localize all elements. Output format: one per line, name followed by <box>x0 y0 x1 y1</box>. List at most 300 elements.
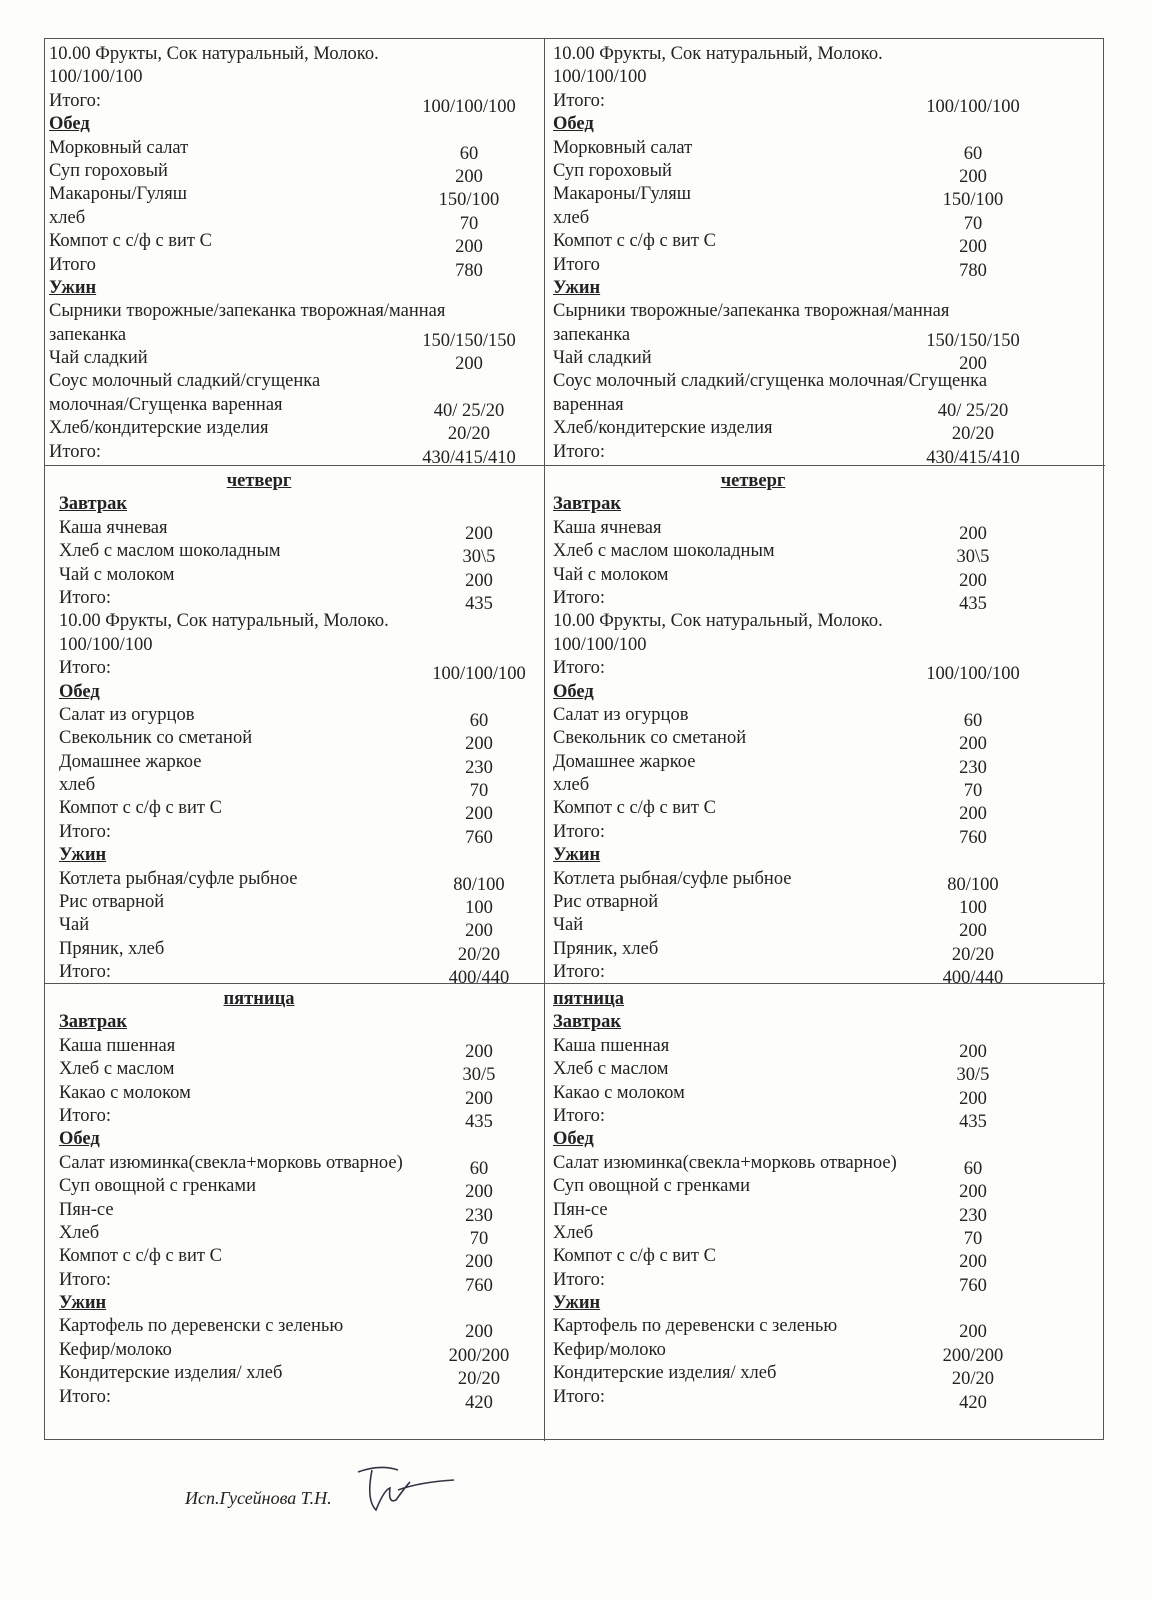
menu-line <box>553 1269 1105 1296</box>
menu-line <box>49 417 544 445</box>
portion-value: 230 <box>465 1205 493 1226</box>
menu-line <box>553 230 1105 258</box>
line-label: Завтрак <box>553 494 622 515</box>
line-label: Итого: <box>553 962 605 983</box>
menu-line <box>553 137 1105 164</box>
menu-line <box>59 727 544 755</box>
menu-line <box>553 540 1105 568</box>
portion-value: 760 <box>465 827 493 848</box>
meal-heading <box>553 277 1105 300</box>
portion-value: 30\5 <box>956 547 990 568</box>
line-label: Итого <box>49 254 96 275</box>
menu-line <box>553 43 1105 66</box>
portion-value: 20/20 <box>951 1369 995 1390</box>
portion-value: 200/200 <box>942 1345 1004 1366</box>
portion-value: 60 <box>963 143 983 164</box>
menu-line <box>553 517 1105 544</box>
menu-line <box>59 1362 544 1390</box>
line-label: Компот с с/ф с вит С <box>553 1246 716 1267</box>
portion-value: 200 <box>959 734 987 755</box>
line-label: четверг <box>720 471 786 491</box>
line-label: Чай <box>59 915 90 936</box>
menu-line <box>59 564 544 591</box>
line-label: Суп овощной с гренками <box>59 1176 256 1197</box>
menu-line <box>553 587 1105 614</box>
menu-line <box>49 347 544 375</box>
portion-value: 200 <box>959 1252 987 1273</box>
meal-heading <box>59 681 544 704</box>
portion-value: 200 <box>455 237 483 258</box>
handwritten-signature-icon <box>350 1460 460 1520</box>
menu-line <box>59 1245 544 1273</box>
line-label: Итого: <box>553 1105 605 1126</box>
portion-value: 400/440 <box>942 968 1004 989</box>
portion-value: 200 <box>465 1088 493 1109</box>
line-label: Сырники творожные/запеканка творожная/манная <box>553 301 950 322</box>
portion-value: 40/ 25/20 <box>937 400 1009 421</box>
line-label: Рис отварной <box>553 892 659 913</box>
line-label: Чай сладкий <box>553 348 652 369</box>
line-label: Хлеб с маслом шоколадным <box>553 541 775 562</box>
menu-line <box>59 1082 544 1109</box>
menu-line <box>59 1058 544 1086</box>
menu-line <box>59 1199 544 1226</box>
line-label: Салат изюминка(свекла+морковь отварное) <box>553 1152 897 1173</box>
portion-value: 20/20 <box>951 424 995 445</box>
line-label: Картофель по деревенски с зеленью <box>553 1316 838 1337</box>
menu-line <box>59 938 544 965</box>
line-label: Кондитерские изделия/ хлеб <box>553 1363 777 1384</box>
portion-value: 70 <box>963 1228 983 1249</box>
meal-heading <box>553 113 1105 136</box>
line-label: Обед <box>553 1129 594 1150</box>
portion-value: 200 <box>465 523 493 544</box>
line-label: Ужин <box>49 277 97 298</box>
line-label: Компот с с/ф с вит С <box>553 798 716 819</box>
line-label: Завтрак <box>59 494 128 515</box>
menu-line <box>553 66 1105 89</box>
portion-value: 20/20 <box>951 944 995 965</box>
menu-line <box>59 657 544 685</box>
portion-value: 70 <box>469 781 489 802</box>
meal-heading <box>553 493 1105 516</box>
line-label: Итого: <box>49 90 101 111</box>
menu-line <box>553 657 1105 685</box>
menu-line <box>553 417 1105 445</box>
menu-line <box>553 1175 1105 1203</box>
line-label: хлеб <box>49 207 86 228</box>
line-label: Итого: <box>553 90 605 111</box>
menu-line <box>59 1222 544 1249</box>
line-label: Кефир/молоко <box>553 1339 666 1360</box>
portion-value: 760 <box>465 1275 493 1296</box>
menu-line <box>553 160 1105 187</box>
day-title <box>59 988 459 1011</box>
menu-line <box>59 1152 544 1179</box>
menu-line <box>59 821 544 848</box>
menu-line <box>553 394 1105 421</box>
line-label: 10.00 Фрукты, Сок натуральный, Молоко. <box>49 44 379 64</box>
menu-cell <box>45 984 545 1441</box>
line-label: варенная <box>553 394 624 415</box>
portion-value: 435 <box>465 1111 493 1132</box>
portion-value: 230 <box>959 1205 987 1226</box>
line-label: Домашнее жаркое <box>553 751 696 772</box>
line-label: Пряник, хлеб <box>553 938 659 959</box>
line-label: Котлета рыбная/суфле рыбное <box>59 868 298 889</box>
line-label: 10.00 Фрукты, Сок натуральный, Молоко. <box>553 44 883 64</box>
portion-value: 200 <box>465 1182 493 1203</box>
menu-line <box>553 774 1105 802</box>
menu-line <box>553 821 1105 848</box>
menu-line <box>59 797 544 825</box>
portion-value: 200/200 <box>448 1345 510 1366</box>
portion-value: 200 <box>465 1041 493 1062</box>
portion-value: 200 <box>959 523 987 544</box>
menu-line <box>553 610 1105 633</box>
line-label: Каша ячневая <box>59 517 168 538</box>
line-label: Компот с с/ф с вит С <box>553 231 716 252</box>
portion-value: 70 <box>459 213 479 234</box>
portion-value: 20/20 <box>447 424 491 445</box>
meal-heading <box>59 844 544 867</box>
portion-value: 780 <box>455 260 483 281</box>
menu-cell <box>45 466 545 989</box>
menu-line <box>49 370 544 393</box>
meal-heading <box>553 1011 1105 1034</box>
menu-line <box>59 774 544 802</box>
menu-line <box>59 891 544 919</box>
line-label: Макароны/Гуляш <box>553 184 691 205</box>
menu-line <box>553 1199 1105 1226</box>
portion-value: 200 <box>959 804 987 825</box>
line-label: Итого: <box>59 962 111 983</box>
portion-value: 100/100/100 <box>926 96 1020 117</box>
line-label: Хлеб/кондитерские изделия <box>49 418 269 439</box>
menu-line <box>59 868 544 895</box>
meal-heading <box>59 1128 544 1151</box>
menu-line <box>59 517 544 544</box>
line-label: 10.00 Фрукты, Сок натуральный, Молоко. <box>59 611 389 632</box>
menu-line <box>553 300 1105 323</box>
portion-value: 200 <box>959 166 987 187</box>
menu-line <box>553 1058 1105 1086</box>
portion-value: 70 <box>963 781 983 802</box>
portion-value: 200 <box>465 734 493 755</box>
portion-value: 200 <box>455 354 483 375</box>
portion-value: 430/415/410 <box>422 447 516 468</box>
line-label: 100/100/100 <box>59 634 153 655</box>
menu-line <box>553 254 1105 281</box>
line-label: Итого: <box>59 1269 111 1290</box>
portion-value: 435 <box>465 593 493 614</box>
menu-line <box>49 300 544 323</box>
line-label: Чай с молоком <box>553 564 669 585</box>
menu-line <box>49 160 544 187</box>
line-label: Ужин <box>553 845 601 866</box>
portion-value: 780 <box>959 260 987 281</box>
menu-line <box>59 1269 544 1296</box>
portion-value: 100 <box>959 898 987 919</box>
menu-line <box>553 370 1105 393</box>
line-label: Компот с с/ф с вит С <box>59 1246 222 1267</box>
line-label: Чай с молоком <box>59 564 175 585</box>
portion-value: 200 <box>465 570 493 591</box>
menu-line <box>49 90 544 117</box>
portion-value: 80/100 <box>453 874 505 895</box>
portion-value: 200 <box>465 921 493 942</box>
menu-line <box>59 751 544 778</box>
line-label: Ужин <box>59 1293 107 1314</box>
portion-value: 100/100/100 <box>422 96 516 117</box>
portion-value: 200 <box>959 1041 987 1062</box>
line-label: Итого <box>553 254 600 275</box>
line-label: Каша ячневая <box>553 517 662 538</box>
line-label: Итого: <box>59 658 111 679</box>
line-label: молочная/Сгущенка варенная <box>49 394 283 415</box>
portion-value: 100/100/100 <box>432 664 526 685</box>
menu-line <box>553 90 1105 117</box>
line-label: Салат изюминка(свекла+морковь отварное) <box>59 1152 403 1173</box>
menu-line <box>59 587 544 614</box>
menu-line <box>49 137 544 164</box>
menu-line <box>553 1035 1105 1062</box>
line-label: Хлеб с маслом <box>59 1059 175 1080</box>
line-label: Суп гороховый <box>553 160 672 181</box>
portion-value: 435 <box>959 593 987 614</box>
meal-heading <box>59 1011 544 1034</box>
meal-heading <box>49 113 544 136</box>
menu-line <box>553 634 1105 657</box>
portion-value: 80/100 <box>947 874 999 895</box>
line-label: Ужин <box>553 1293 601 1314</box>
portion-value: 230 <box>959 757 987 778</box>
meal-heading <box>59 1292 544 1315</box>
menu-line <box>553 704 1105 731</box>
menu-line <box>553 751 1105 778</box>
menu-line <box>59 1339 544 1366</box>
line-label: Обед <box>553 114 594 135</box>
line-label: Итого: <box>553 587 605 608</box>
menu-line <box>553 914 1105 942</box>
portion-value: 200 <box>959 921 987 942</box>
portion-value: 100 <box>465 898 493 919</box>
line-label: пятница <box>223 989 295 1009</box>
line-label: Суп овощной с гренками <box>553 1176 750 1197</box>
line-label: Кефир/молоко <box>59 1339 172 1360</box>
line-label: Компот с с/ф с вит С <box>49 231 212 252</box>
menu-line <box>553 564 1105 591</box>
portion-value: 60 <box>459 143 479 164</box>
line-label: Итого: <box>59 587 111 608</box>
menu-line <box>59 914 544 942</box>
line-label: Пян-се <box>553 1199 608 1220</box>
menu-line <box>553 1315 1105 1343</box>
portion-value: 150/150/150 <box>926 330 1020 351</box>
line-label: хлеб <box>553 207 590 228</box>
line-label: хлеб <box>553 775 590 796</box>
menu-line <box>59 610 544 633</box>
menu-line <box>49 441 544 468</box>
menu-line <box>49 254 544 281</box>
menu-line <box>553 1082 1105 1109</box>
menu-line <box>553 1386 1105 1413</box>
portion-value: 230 <box>465 757 493 778</box>
meal-heading <box>553 844 1105 867</box>
line-label: Сырники творожные/запеканка творожная/манная <box>49 301 446 322</box>
line-label: пятница <box>553 989 624 1009</box>
meal-heading <box>553 681 1105 704</box>
menu-line <box>553 797 1105 825</box>
portion-value: 60 <box>469 1158 489 1179</box>
portion-value: 60 <box>469 710 489 731</box>
line-label: Морковный салат <box>49 137 189 158</box>
line-label: Ужин <box>553 277 601 298</box>
line-label: Салат из огурцов <box>59 704 195 725</box>
portion-value: 760 <box>959 827 987 848</box>
line-label: Картофель по деревенски с зеленью <box>59 1316 344 1337</box>
line-label: Суп гороховый <box>49 160 168 181</box>
line-label: 100/100/100 <box>49 67 143 88</box>
line-label: запеканка <box>553 324 631 345</box>
line-label: Завтрак <box>553 1012 622 1033</box>
line-label: 100/100/100 <box>553 634 647 655</box>
line-label: Итого: <box>59 1105 111 1126</box>
line-label: Компот с с/ф с вит С <box>59 798 222 819</box>
portion-value: 60 <box>963 710 983 731</box>
menu-line <box>59 1035 544 1062</box>
menu-line <box>553 183 1105 211</box>
menu-line <box>553 868 1105 895</box>
portion-value: 435 <box>959 1111 987 1132</box>
line-label: Свекольник со сметаной <box>553 728 747 749</box>
line-label: Обед <box>553 681 594 702</box>
menu-line <box>59 540 544 568</box>
line-label: Свекольник со сметаной <box>59 728 253 749</box>
portion-value: 20/20 <box>457 1369 501 1390</box>
portion-value: 200 <box>959 570 987 591</box>
line-label: Соус молочный сладкий/сгущенка <box>49 371 321 392</box>
line-label: Обед <box>49 114 90 135</box>
line-label: Итого: <box>49 441 101 462</box>
portion-value: 200 <box>959 354 987 375</box>
line-label: Итого: <box>553 1386 605 1407</box>
menu-line <box>553 938 1105 965</box>
portion-value: 60 <box>963 1158 983 1179</box>
line-label: Хлеб с маслом шоколадным <box>59 541 281 562</box>
portion-value: 20/20 <box>457 944 501 965</box>
menu-line <box>553 1105 1105 1132</box>
day-title <box>59 470 459 493</box>
line-label: Кондитерские изделия/ хлеб <box>59 1363 283 1384</box>
line-label: Пян-се <box>59 1199 114 1220</box>
menu-cell <box>545 984 1105 1441</box>
portion-value: 100/100/100 <box>926 664 1020 685</box>
line-label: Какао с молоком <box>553 1082 685 1103</box>
menu-line <box>553 1222 1105 1249</box>
portion-value: 150/100 <box>942 190 1004 211</box>
portion-value: 70 <box>963 213 983 234</box>
meal-heading <box>553 1128 1105 1151</box>
line-label: Хлеб <box>553 1222 594 1243</box>
portion-value: 30\5 <box>462 547 496 568</box>
executor-signature-line: Исп.Гусейнова Т.Н. <box>185 1488 332 1508</box>
portion-value: 200 <box>455 166 483 187</box>
line-label: Рис отварной <box>59 892 165 913</box>
line-label: Итого: <box>553 1269 605 1290</box>
portion-value: 760 <box>959 1275 987 1296</box>
line-label: Итого: <box>553 441 605 462</box>
line-label: хлеб <box>59 775 96 796</box>
portion-value: 200 <box>465 1322 493 1343</box>
line-label: запеканка <box>49 324 127 345</box>
portion-value: 150/100 <box>438 190 500 211</box>
menu-line <box>59 961 544 989</box>
portion-value: 430/415/410 <box>926 447 1020 468</box>
day-title <box>553 470 953 493</box>
meal-heading <box>59 493 544 516</box>
line-label: Хлеб <box>59 1222 100 1243</box>
line-label: Домашнее жаркое <box>59 751 202 772</box>
meal-heading <box>553 1292 1105 1315</box>
menu-line <box>553 441 1105 468</box>
menu-line <box>59 1175 544 1203</box>
portion-value: 200 <box>959 237 987 258</box>
menu-cell <box>545 39 1105 466</box>
line-label: Чай <box>553 915 584 936</box>
menu-cell <box>45 39 545 466</box>
line-label: Обед <box>59 681 100 702</box>
menu-line <box>59 1315 544 1343</box>
line-label: Чай сладкий <box>49 348 148 369</box>
menu-line <box>59 704 544 731</box>
portion-value: 200 <box>959 1182 987 1203</box>
menu-cell <box>545 466 1105 989</box>
menu-line <box>59 634 544 657</box>
menu-line <box>59 1386 544 1413</box>
menu-line <box>49 394 544 421</box>
line-label: 10.00 Фрукты, Сок натуральный, Молоко. <box>553 611 883 632</box>
line-label: Каша пшенная <box>553 1035 670 1056</box>
line-label: Итого: <box>553 658 605 679</box>
portion-value: 150/150/150 <box>422 330 516 351</box>
line-label: Какао с молоком <box>59 1082 191 1103</box>
portion-value: 200 <box>959 1088 987 1109</box>
portion-value: 400/440 <box>448 968 510 989</box>
line-label: Итого: <box>59 821 111 842</box>
menu-line <box>49 43 544 66</box>
line-label: Хлеб/кондитерские изделия <box>553 418 773 439</box>
day-title <box>553 988 953 1011</box>
menu-line <box>49 230 544 258</box>
portion-value: 40/ 25/20 <box>433 400 505 421</box>
line-label: Ужин <box>59 845 107 866</box>
menu-line <box>553 961 1105 989</box>
line-label: Хлеб с маслом <box>553 1059 669 1080</box>
menu-line <box>553 1362 1105 1390</box>
portion-value: 30/5 <box>956 1065 990 1086</box>
menu-table <box>44 38 1104 1440</box>
line-label: четверг <box>226 471 292 491</box>
line-label: 100/100/100 <box>553 67 647 88</box>
menu-line <box>49 66 544 89</box>
line-label: Салат из огурцов <box>553 704 689 725</box>
line-label: Пряник, хлеб <box>59 938 165 959</box>
menu-line <box>553 1152 1105 1179</box>
menu-line <box>553 891 1105 919</box>
line-label: Морковный салат <box>553 137 693 158</box>
line-label: Итого: <box>59 1386 111 1407</box>
